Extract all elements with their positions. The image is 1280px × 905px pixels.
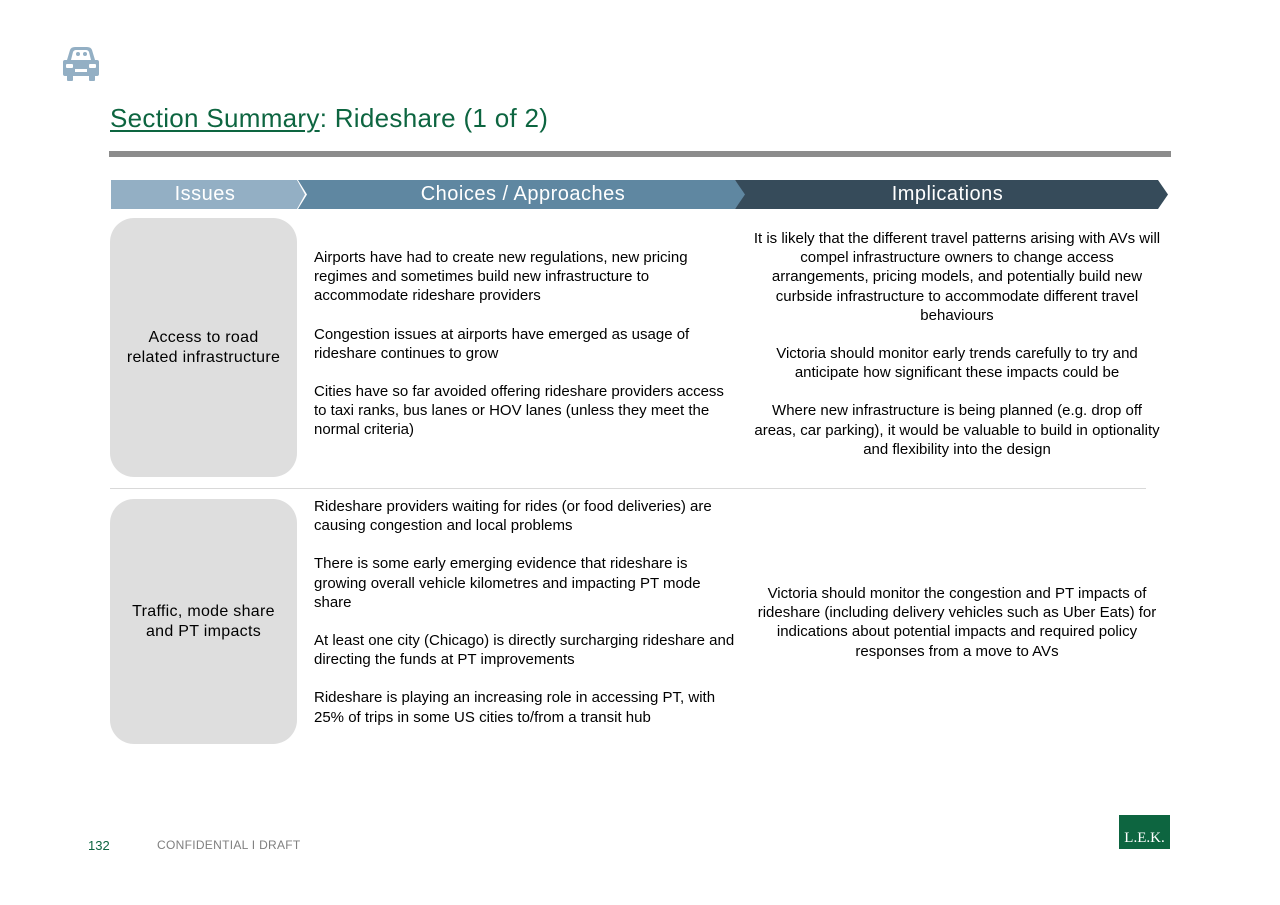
choice-item: Rideshare providers waiting for rides (or food deliveries) are causing congestion and local problems <box>314 498 712 535</box>
choices-list-access <box>314 248 739 440</box>
implications-list-access <box>752 229 1162 459</box>
implication-item: Victoria should monitor early trends carefully to try and anticipate how significant these impacts could be <box>776 345 1138 382</box>
issue-box-traffic <box>110 499 297 744</box>
page-number: 132 <box>88 838 110 853</box>
choice-item: Cities have so far avoided offering rideshare providers access to taxi ranks, bus lanes or HOV lanes (unless they meet the normal criteria) <box>314 383 724 439</box>
issue-label: Traffic, mode share and PT impacts <box>132 602 275 640</box>
title-underlined: Section Summary <box>110 103 320 133</box>
confidential-label: CONFIDENTIAL I DRAFT <box>157 838 301 852</box>
choices-list-traffic <box>314 497 739 727</box>
page-title <box>110 103 548 134</box>
implication-item: It is likely that the different travel patterns arising with AVs will compel infrastructure owners to change access arrangements, pricing models, and potentially build new curbside infrastructure to accommodate different travel behaviours <box>753 230 1161 324</box>
car-icon <box>62 46 100 82</box>
title-rule <box>109 151 1171 157</box>
choice-item: At least one city (Chicago) is directly surcharging rideshare and directing the funds at PT improvements <box>314 632 735 669</box>
choices-header-label: Choices / Approaches <box>420 183 626 205</box>
issue-label: Access to road related infrastructure <box>126 328 281 366</box>
choice-item: Rideshare is playing an increasing role in accessing PT, with 25% of trips in some US cities to/from a transit hub <box>314 689 716 726</box>
lek-logo: L.E.K. <box>1119 815 1170 849</box>
title-rest: : Rideshare (1 of 2) <box>319 103 549 133</box>
implication-item: Where new infrastructure is being planned (e.g. drop off areas, car parking), it would be valuable to build in optionality and flexibility into the design <box>754 402 1160 458</box>
row-divider <box>110 488 1146 489</box>
issue-box-access <box>110 218 297 477</box>
implications-header-label: Implications <box>891 183 1004 205</box>
issues-header-label: Issues <box>174 183 236 205</box>
choice-item: Airports have had to create new regulations, new pricing regimes and sometimes build new infrastructure to accommodate rideshare providers <box>314 249 688 305</box>
choice-item: There is some early emerging evidence that rideshare is growing overall vehicle kilometres and impacting PT mode share <box>314 555 701 611</box>
implication-item: Victoria should monitor the congestion and PT impacts of rideshare (including delivery vehicles such as Uber Eats) for indications about potential impacts and required policy responses from a move to AVs <box>757 585 1157 660</box>
implications-list-traffic <box>752 584 1162 661</box>
choice-item: Congestion issues at airports have emerged as usage of rideshare continues to grow <box>314 325 690 362</box>
